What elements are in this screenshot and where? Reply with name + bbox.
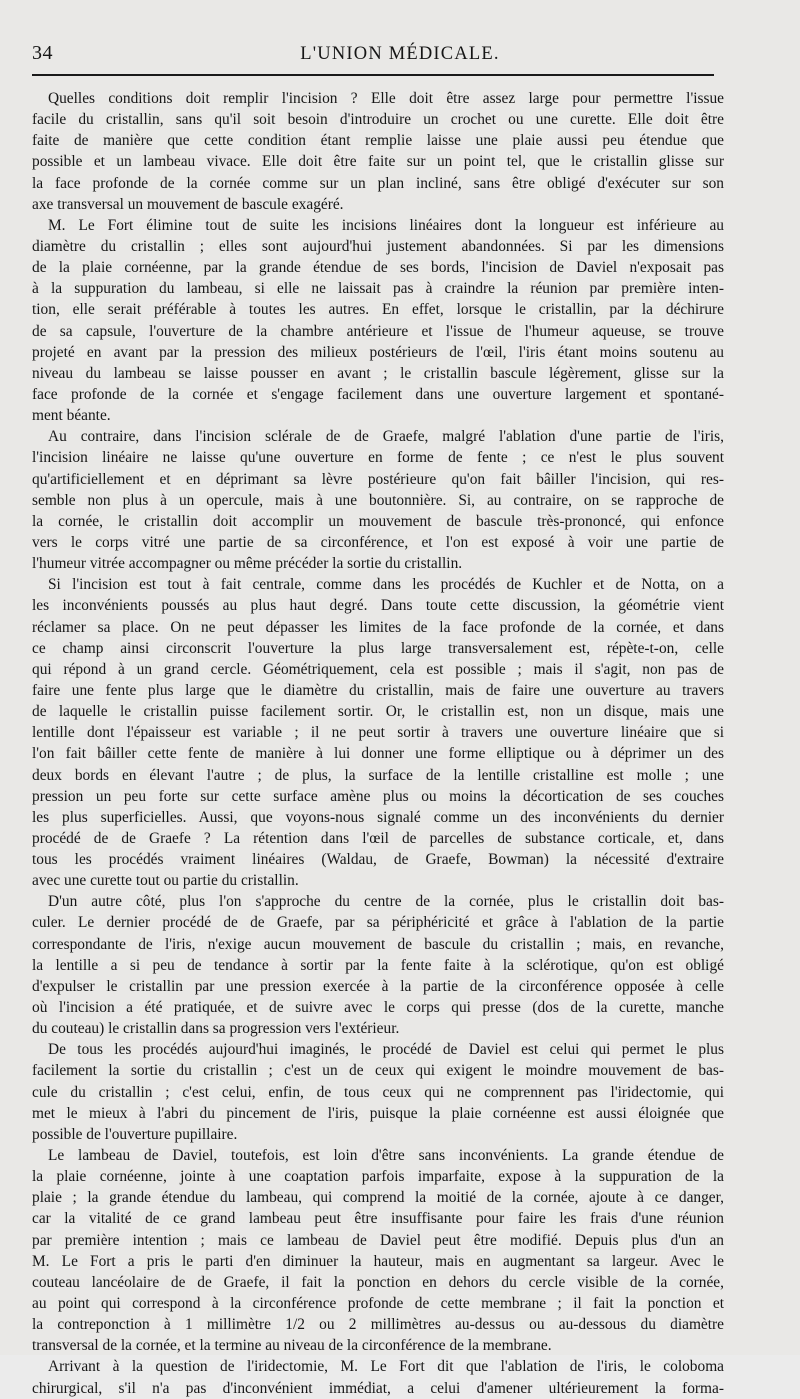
text-line: cule du cristallin ; c'est celui, enfin, de tous ceux qui ne comprennent pas l'iridectomie, qui: [32, 1083, 724, 1101]
text-line: Arrivant à la question de l'iridectomie, M. Le Fort dit que l'ablation de l'iris, le coloboma: [48, 1358, 724, 1376]
text-line: de sa capsule, l'ouverture de la chambre antérieure et l'issue de l'humeur aqueuse, se trouve: [32, 322, 724, 340]
text-line: projeté en avant par la pression des milieux postérieurs de l'œil, l'iris étant moins soutenu au: [32, 343, 724, 361]
text-line: la contreponction à 1 millimètre 1/2 ou 2 millimètres au-dessus ou au-dessous du diamètre: [32, 1316, 724, 1334]
text-line: faite de manière que cette condition étant remplie laisse une plaie aussi peu étendue que: [32, 132, 724, 150]
text-line: de laquelle le cristallin puisse facilement sortir. Or, le cristallin est, non un disque, mais une: [32, 703, 724, 721]
text-line: diamètre du cristallin ; elles sont aujourd'hui justement abandonnées. Si par les dimensions: [32, 237, 724, 255]
text-line: possible et un lambeau vivace. Elle doit être faite sur un point tel, que le cristallin glisse sur: [32, 153, 724, 171]
text-line: au point qui correspond à la circonférence profonde de cette membrane ; il fait la ponction et: [32, 1295, 724, 1313]
text-line: par première intention ; mais ce lambeau de Daviel peut être modifié. Depuis plus d'un an: [32, 1231, 724, 1249]
text-line: transversal de la cornée, et la termine au niveau de la circonférence de la membrane.: [32, 1337, 552, 1355]
text-line: l'on fait bâiller cette fente de manière à lui donner une forme elliptique ou à déprimer un des: [32, 745, 724, 763]
text-line: la face profonde de la cornée comme sur un plan incliné, sans être obligé d'exécuter sur son: [32, 174, 724, 192]
text-line: chirurgical, s'il n'a pas d'inconvénient immédiat, a celui d'amener ultérieurement la forma-: [32, 1379, 724, 1397]
text-line: met le mieux à l'abri du pincement de l'iris, puisque la plaie cornéenne est aussi éloignée que: [32, 1104, 724, 1122]
text-line: M. Le Fort élimine tout de suite les incisions linéaires dont la longueur est inférieure au: [48, 216, 724, 234]
text-line: Si l'incision est tout à fait centrale, comme dans les procédés de Kuchler et de Notta, on a: [48, 576, 724, 594]
running-title: L'UNION MÉDICALE.: [300, 44, 500, 64]
text-line: avec une curette tout ou partie du cristallin.: [32, 872, 299, 890]
text-line: Quelles conditions doit remplir l'incision ? Elle doit être assez large pour permettre l'issue: [48, 90, 724, 107]
text-line: la plaie cornéenne, jointe à une coaptation parfois imparfaite, expose à la suppuration de la: [32, 1168, 724, 1186]
page-number: 34: [32, 42, 53, 64]
text-line: correspondante de l'iris, n'exige aucun mouvement de bascule du cristallin ; mais, en revanche,: [32, 935, 724, 953]
text-line: ment béante.: [32, 407, 111, 425]
text-line: qu'artificiellement et en déprimant sa lèvre postérieure qu'on fait bâiller l'incision, qui res-: [32, 470, 724, 488]
text-line: pression un peu forte sur cette surface amène plus ou moins la décortication de ses couches: [32, 787, 724, 805]
text-line: possible de l'ouverture pupillaire.: [32, 1125, 238, 1143]
text-line: semble non plus à un opercule, mais à une boutonnière. Si, au contraire, on se rapproche de: [32, 491, 724, 509]
text-line: facile du cristallin, sans qu'il soit besoin d'introduire un crochet ou une curette. Elle doit être: [32, 111, 724, 129]
text-line: deux bords en élevant l'autre ; de plus, la surface de la lentille cristalline est molle ; une: [32, 766, 724, 784]
text-line: M. Le Fort a pris le parti d'en diminuer la hauteur, mais en augmentant sa largeur. Avec le: [32, 1252, 724, 1270]
text-line: plaie ; la grande étendue du lambeau, qui comprend la moitié de la cornée, ajoute à ce danger,: [32, 1189, 724, 1207]
text-line: axe transversal un mouvement de bascule exagéré.: [32, 195, 344, 213]
text-line: culer. Le dernier procédé de de Graefe, par sa périphéricité et grâce à l'ablation de la partie: [32, 914, 724, 932]
text-line: à la suppuration du lambeau, si elle ne laissait pas à craindre la réunion par première inten-: [32, 280, 724, 298]
text-line: qui répond à un grand cercle. Géométriquement, cela est possible ; mais il s'agit, non pas de: [32, 660, 724, 678]
text-line: l'incision linéaire ne laisse qu'une ouverture en forme de fente ; ce n'est le plus souvent: [32, 449, 724, 467]
text-line: l'humeur vitrée accompagner ou même précéder la sortie du cristallin.: [32, 555, 463, 573]
body-text: [32, 88, 724, 1399]
text-line: les inconvénients poussés au plus haut degré. Dans toute cette discussion, la géométrie vient: [32, 597, 724, 615]
text-line: la cornée, le cristallin doit accomplir un mouvement de bascule très-prononcé, qui enfonce: [32, 512, 724, 530]
text-line: d'expulser le cristallin par une pression exercée à la partie de la circonférence opposée à celle: [32, 977, 724, 995]
header-rule: [32, 74, 714, 76]
text-line: procédé de de Graefe ? La rétention dans l'œil de parcelles de substance corticale, et, dans: [32, 829, 724, 847]
text-line: vers le corps vitré une partie de sa circonférence, et l'on est exposé à voir une partie de: [32, 533, 724, 551]
text-line: tous les procédés vraiment linéaires (Waldau, de Graefe, Bowman) la nécessité d'extraire: [32, 851, 724, 869]
text-line: facilement la sortie du cristallin ; c'est un de ceux qui exigent le moindre mouvement de bas-: [32, 1062, 724, 1080]
text-line: couteau lancéolaire de de Graefe, il fait la ponction en dehors du cercle visible de la cornée,: [32, 1273, 724, 1291]
text-line: de la plaie cornéenne, par la grande étendue de ses bords, l'incision de Daviel n'exposait pas: [32, 259, 724, 277]
text-line: faire une fente plus large que le diamètre du cristallin, mais de faire une ouverture au travers: [32, 681, 724, 699]
text-line: la lentille a si peu de tendance à sortir par la fente faite à la sclérotique, qu'on est obligé: [32, 956, 724, 974]
text-line: D'un autre côté, plus l'on s'approche du centre de la cornée, plus le cristallin doit bas-: [48, 893, 724, 911]
text-line: niveau du lambeau se laisse pousser en avant ; le cristallin bascule légèrement, glisse sur la: [32, 364, 724, 382]
text-line: tion, elle serait préférable à toutes les autres. En effet, lorsque le cristallin, par la déchirure: [32, 301, 724, 319]
text-line: les plus superficielles. Aussi, que voyons-nous signalé comme un des inconvénients du dernier: [32, 808, 724, 826]
text-line: lentille dont l'épaisseur est variable ; il ne peut sortir à travers une ouverture linéaire que si: [32, 724, 724, 742]
text-line: De tous les procédés aujourd'hui imaginés, le procédé de Daviel est celui qui permet le plus: [48, 1041, 724, 1059]
text-line: ce champ ainsi circonscrit l'ouverture la plus large transversalement est, répète-t-on, celle: [32, 639, 724, 657]
text-line: face profonde de la cornée et s'engage facilement dans une ouverture largement et spontané-: [32, 385, 724, 403]
text-line: Au contraire, dans l'incision sclérale de de Graefe, malgré l'ablation d'une partie de l'iris,: [48, 428, 724, 446]
text-line: du couteau) le cristallin dans sa progression vers l'extérieur.: [32, 1020, 400, 1038]
text-line: Le lambeau de Daviel, toutefois, est loin d'être sans inconvénients. La grande étendue de: [48, 1147, 724, 1165]
text-line: réclamer sa place. On ne peut dépasser les limites de la face profonde de la cornée, et dans: [32, 618, 724, 636]
text-line: où l'incision a été pratiquée, et de suivre avec le corps qui presse (dos de la curette, manche: [32, 999, 724, 1017]
text-line: car la vitalité de ce grand lambeau peut être insuffisante pour faire les frais d'une réunion: [32, 1210, 724, 1228]
